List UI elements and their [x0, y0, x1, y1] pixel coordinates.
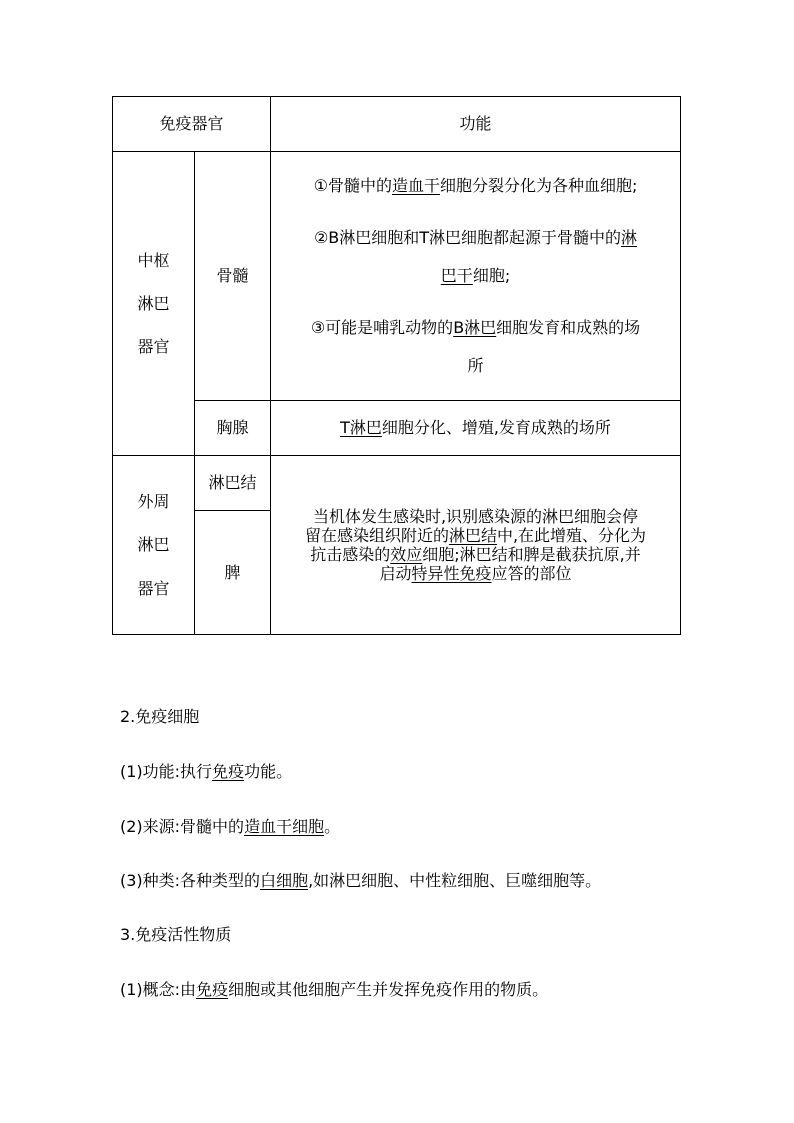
paragraph: (2)来源:骨髓中的造血干细胞。	[120, 817, 341, 836]
paragraph: (1)功能:执行免疫功能。	[120, 762, 293, 781]
table-row	[113, 456, 681, 511]
peripheral-lymphoid-organ-label: 外周 淋巴 器官	[113, 456, 195, 635]
immune-organs-table	[112, 96, 681, 635]
table-row	[113, 401, 681, 456]
lymph-node-label: 淋巴结	[195, 456, 271, 511]
section-title: 2.免疫细胞	[120, 707, 200, 726]
function-item: ③可能是哺乳动物的B淋巴细胞发育和成熟的场 所	[310, 318, 641, 375]
bone-marrow-label: 骨髓	[195, 152, 271, 401]
paragraph: (1)概念:由免疫细胞或其他细胞产生并发挥免疫作用的物质。	[120, 980, 549, 999]
header-function: 功能	[271, 97, 681, 152]
function-item: ②B淋巴细胞和T淋巴细胞都起源于骨髓中的淋 巴干细胞;	[313, 228, 638, 285]
thymus-function: T淋巴细胞分化、增殖,发育成熟的场所	[271, 401, 681, 456]
bone-marrow-function	[271, 152, 681, 401]
section-title: 3.免疫活性物质	[120, 925, 232, 944]
peripheral-function: 当机体发生感染时,识别感染源的淋巴细胞会停 留在感染组织附近的淋巴结中,在此增殖、分化为 抗击感染的效应细胞;淋巴结和脾是截获抗原,并 启动特异性免疫应答的部位	[271, 456, 681, 635]
spleen-label: 脾	[195, 511, 271, 635]
table-row	[113, 152, 681, 401]
paragraph: (3)种类:各种类型的白细胞,如淋巴细胞、中性粒细胞、巨噬细胞等。	[120, 871, 602, 890]
table-header-row	[113, 97, 681, 152]
central-lymphoid-organ-label: 中枢 淋巴 器官	[113, 152, 195, 456]
thymus-label: 胸腺	[195, 401, 271, 456]
function-item: ①骨髓中的造血干细胞分裂分化为各种血细胞;	[313, 176, 638, 195]
header-organ: 免疫器官	[113, 97, 271, 152]
